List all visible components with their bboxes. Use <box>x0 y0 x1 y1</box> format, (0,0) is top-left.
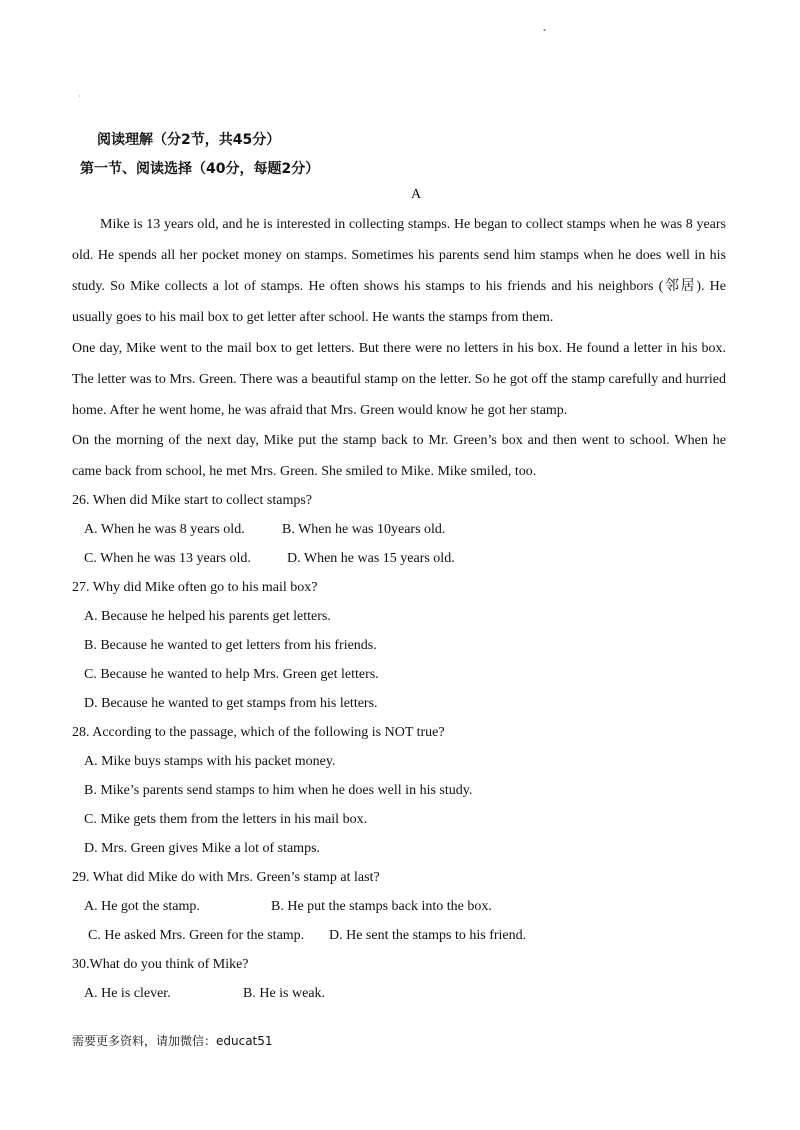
question-30-option-b: B. He is weak. <box>243 986 326 1001</box>
question-27-stem: 27. Why did Mike often go to his mail box? <box>72 580 318 595</box>
question-29-option-c: C. He asked Mrs. Green for the stamp. <box>88 928 305 943</box>
question-28-option-d: D. Mrs. Green gives Mike a lot of stamps. <box>84 841 321 856</box>
question-28-option-c: C. Mike gets them from the letters in his mail box. <box>84 812 368 827</box>
question-28-option-b: B. Mike’s parents send stamps to him when he does well in his study. <box>84 783 473 798</box>
passage-paragraph-1: Mike is 13 years old, and he is interested in collecting stamps. He began to collect stamps when he was 8 years old. He spends all her pocket money on stamps. Sometimes his parents send him stamps when he does well in his study. So Mike collects a lot of stamps. He often shows his stamps to his friends and his neighbors (邻居). He usually goes to his mail box to get letter after school. He wants the stamps from them. <box>72 217 726 325</box>
scan-dot: • <box>543 26 546 35</box>
question-27-option-d: D. Because he wanted to get stamps from his letters. <box>84 696 378 711</box>
question-29-option-b: B. He put the stamps back into the box. <box>271 899 492 914</box>
question-27-option-c: C. Because he wanted to help Mrs. Green get letters. <box>84 667 379 682</box>
question-26-stem: 26. When did Mike start to collect stamps? <box>72 493 313 508</box>
question-26-option-d: D. When he was 15 years old. <box>287 551 455 566</box>
section-title: 阅读理解（分2节，共45分） <box>97 132 281 148</box>
question-26-option-b: B. When he was 10years old. <box>282 522 446 537</box>
passage-paragraph-3: On the morning of the next day, Mike put the stamp back to Mr. Green’s box and then went to school. When he came back from school, he met Mrs. Green. She smiled to Mike. Mike smiled, too. <box>72 433 726 479</box>
question-30-stem: 30.What do you think of Mike? <box>72 957 249 972</box>
question-29-stem: 29. What did Mike do with Mrs. Green’s stamp at last? <box>72 870 380 885</box>
question-29-option-a: A. He got the stamp. <box>84 899 200 914</box>
question-29-option-d: D. He sent the stamps to his friend. <box>329 928 527 943</box>
passage-label: A <box>411 187 422 202</box>
question-30-option-a: A. He is clever. <box>84 986 171 1001</box>
question-28-stem: 28. According to the passage, which of the following is NOT true? <box>72 725 445 740</box>
question-27-option-a: A. Because he helped his parents get letters. <box>84 609 331 624</box>
question-26-option-a: A. When he was 8 years old. <box>84 522 245 537</box>
question-26-option-c: C. When he was 13 years old. <box>84 551 251 566</box>
passage-paragraph-2: One day, Mike went to the mail box to get letters. But there were no letters in his box. He found a letter in his box. The letter was to Mrs. Green. There was a beautiful stamp on the letter. So he got off the stamp carefully and hurried home. After he went home, he was afraid that Mrs. Green would know he got her stamp. <box>72 341 726 418</box>
scan-dot: · <box>78 92 81 101</box>
question-27-option-b: B. Because he wanted to get letters from his friends. <box>84 638 377 653</box>
footer-note: 需要更多资料，请加微信：educat51 <box>72 1034 273 1048</box>
question-28-option-a: A. Mike buys stamps with his packet money. <box>84 754 336 769</box>
subsection-title: 第一节、阅读选择（40分，每题2分） <box>80 161 320 177</box>
